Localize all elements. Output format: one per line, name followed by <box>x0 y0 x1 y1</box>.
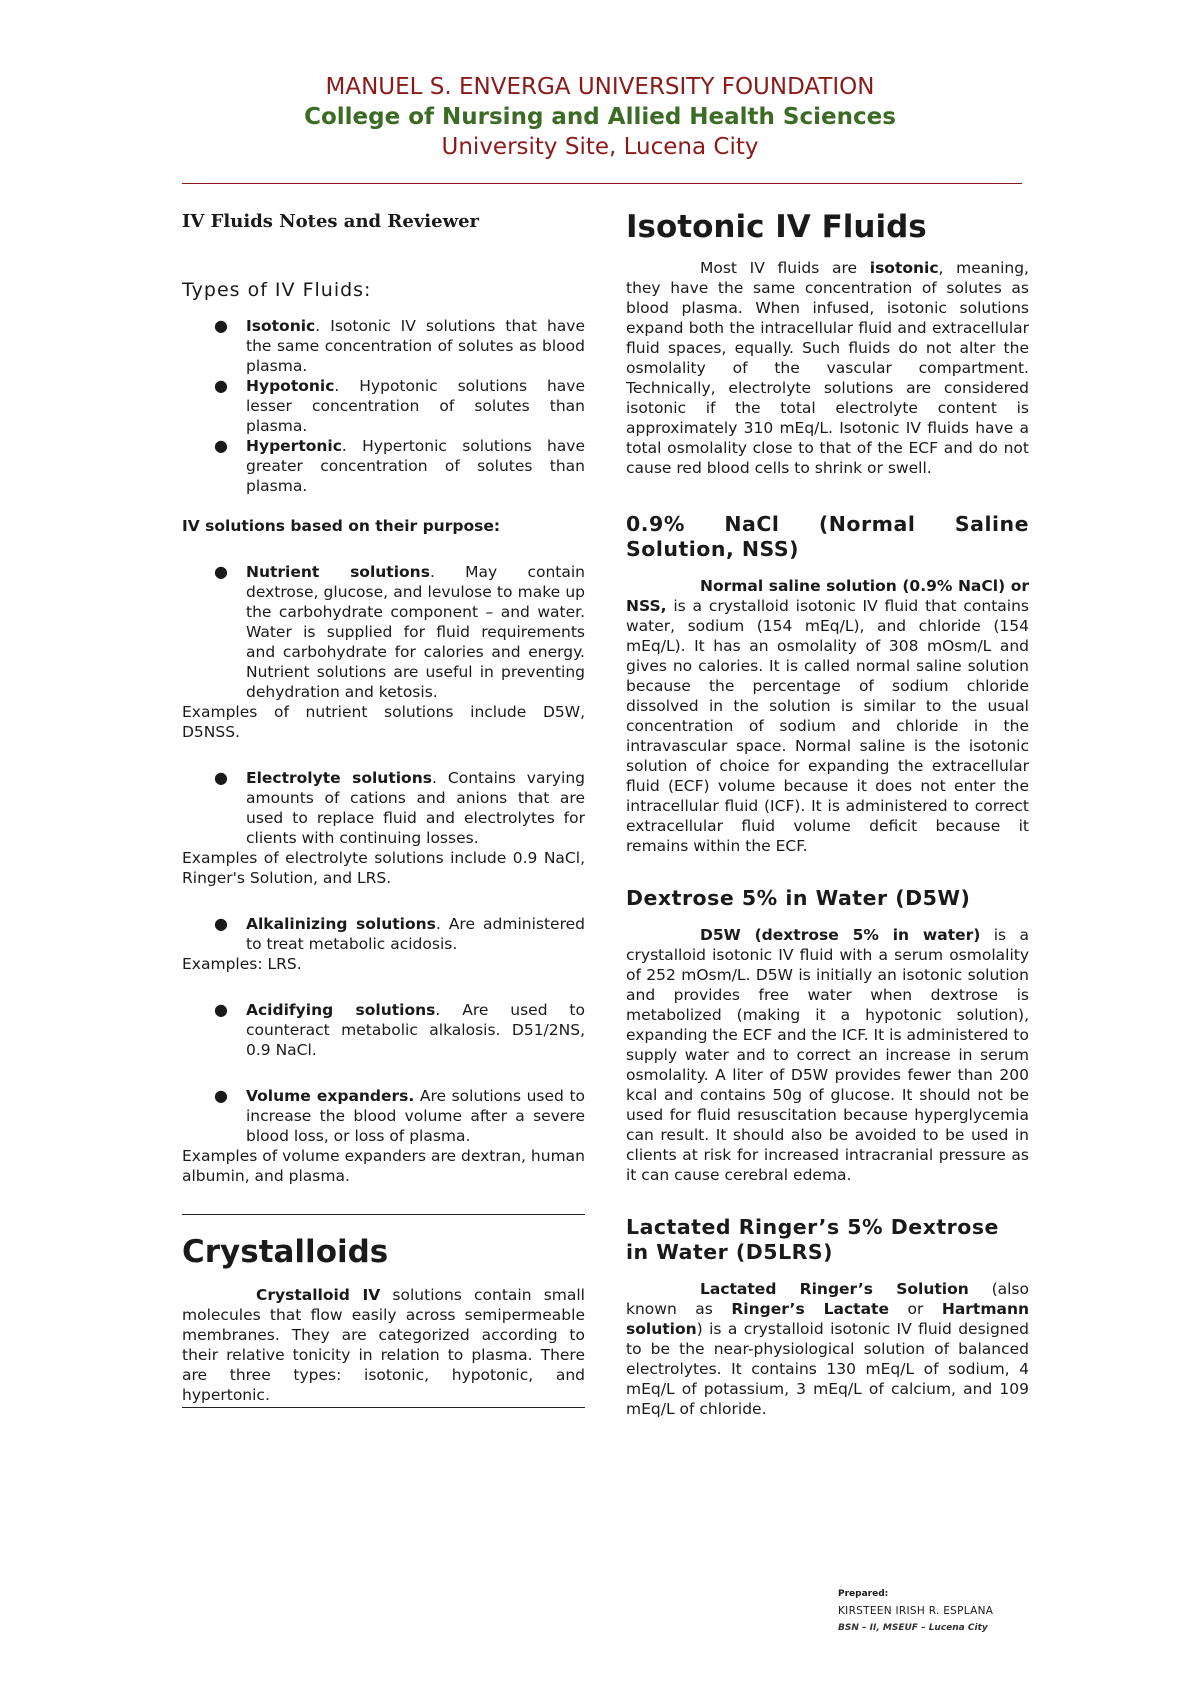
isotonic-text-1: Most IV fluids are <box>700 259 870 277</box>
document-title: IV Fluids Notes and Reviewer <box>182 211 479 232</box>
d5w-paragraph <box>626 925 1029 1185</box>
list-text: . Isotonic IV solutions that have the same concentration of solutes as blood plasma. <box>246 317 585 375</box>
right-column <box>626 208 1029 1419</box>
purpose-list-4 <box>182 1000 585 1060</box>
d5w-term: D5W (dextrose 5% in water) <box>700 926 981 944</box>
bullet-icon: ● <box>214 436 228 455</box>
purpose-list-2 <box>182 768 585 848</box>
crystalloids-term: Crystalloid IV <box>256 1286 381 1304</box>
example-text: Examples of volume expanders are dextran, human albumin, and plasma. <box>182 1147 585 1185</box>
college-name: College of Nursing and Allied Health Sciences <box>304 104 896 130</box>
list-text: . Hypotonic solutions have lesser concentration of solutes than plasma. <box>246 377 585 435</box>
nss-heading: 0.9% NaCl (Normal Saline Solution, NSS) <box>626 512 1029 561</box>
bullet-icon: ● <box>214 562 228 581</box>
types-list <box>182 316 585 496</box>
bullet-icon: ● <box>214 1000 228 1019</box>
list-item <box>182 1086 585 1146</box>
crystalloids-text: solutions contain small molecules that flow easily across semipermeable membranes. They are categorized according to their relative tonicity in relation to plasma. There are three types: isotonic, hypotonic, and hypertonic. <box>182 1286 585 1404</box>
list-term: Nutrient solutions <box>246 563 430 581</box>
list-text: . Are used to counteract metabolic alkalosis. D51/2NS, 0.9 NaCl. <box>246 1001 585 1059</box>
isotonic-heading: Isotonic IV Fluids <box>626 209 927 245</box>
d5lrs-paragraph <box>626 1279 1029 1419</box>
d5lrs-heading: Lactated Ringer’s 5% Dextrose in Water (D5LRS) <box>626 1215 999 1264</box>
list-item <box>182 914 585 954</box>
bullet-icon: ● <box>214 376 228 395</box>
list-text: . Contains varying amounts of cations and anions that are used to replace fluid and electrolytes for clients with continuing losses. <box>246 769 585 847</box>
header-divider <box>182 183 1022 184</box>
list-term: Volume expanders. <box>246 1087 415 1105</box>
types-heading: Types of IV Fluids: <box>182 279 372 301</box>
left-column <box>182 208 585 1408</box>
bullet-icon: ● <box>214 1086 228 1105</box>
purpose-heading: IV solutions based on their purpose: <box>182 517 501 535</box>
list-item <box>182 376 585 436</box>
bullet-icon: ● <box>214 768 228 787</box>
isotonic-term: isotonic <box>869 259 939 277</box>
list-term: Hypertonic <box>246 437 342 455</box>
purpose-list-3 <box>182 914 585 954</box>
list-term: Electrolyte solutions <box>246 769 432 787</box>
list-term: Acidifying solutions <box>246 1001 436 1019</box>
d5lrs-text-1: (also known as <box>626 1280 1029 1318</box>
d5lrs-term-3: Hartmann solution <box>626 1300 1030 1338</box>
crystalloids-heading: Crystalloids <box>182 1234 389 1270</box>
prepared-label: Prepared: <box>838 1589 889 1599</box>
nss-text: is a crystalloid isotonic IV fluid that contains water, sodium (154 mEq/L), and chloride (154 mEq/L). It has an osmolality of 308 mOsm/L and gives no calories. It is called normal saline solution because the percentage of sodium chloride dissolved in the solution is similar to the usual concentration of sodium and chloride in the intravascular space. Normal saline is the isotonic solution of choice for expanding the extracellular fluid (ECF) volume because it does not enter the intracellular fluid (ICF). It is administered to correct extracellular fluid volume deficit because it remains within the ECF. <box>626 597 1029 855</box>
example-text: Examples of nutrient solutions include D5W, D5NSS. <box>182 703 585 741</box>
list-text: . May contain dextrose, glucose, and levulose to make up the carbohydrate component – and water. Water is supplied for fluid requirements and carbohydrate for calories and energy. Nutrient solutions are useful in preventing dehydration and ketosis. <box>246 563 585 701</box>
section-divider <box>182 1214 585 1215</box>
purpose-list <box>182 562 585 702</box>
isotonic-text-2: , meaning, they have the same concentration of solutes as blood plasma. When infused, isotonic solutions expand both the intracellular fluid and extracellular fluid spaces, equally. Such fluids do not alter the osmolality of the vascular compartment. Technically, electrolyte solutions are considered isotonic if the total electrolyte content is approximately 310 mEq/L. Isotonic IV fluids have a total osmolality close to that of the ECF and do not cause red blood cells to shrink or swell. <box>626 259 1029 477</box>
university-name: MANUEL S. ENVERGA UNIVERSITY FOUNDATION <box>325 74 875 100</box>
purpose-list-5 <box>182 1086 585 1146</box>
d5lrs-term-1: Lactated Ringer’s Solution <box>700 1280 969 1298</box>
example-text: Examples of electrolyte solutions include 0.9 NaCl, Ringer's Solution, and LRS. <box>182 849 585 887</box>
d5w-text: is a crystalloid isotonic IV fluid with a serum osmolality of 252 mOsm/L. D5W is initially an isotonic solution and provides free water when dextrose is metabolized (making it a hypotonic solution), expanding the ECF and the ICF. It is administered to supply water and to correct an increase in serum osmolality. A liter of D5W provides fewer than 200 kcal and contains 50g of glucose. It should not be used for fluid resuscitation because hyperglycemia can result. It should also be avoided to be used in clients at risk for increased intracranial pressure as it can cause cerebral edema. <box>626 926 1029 1184</box>
list-term: Hypotonic <box>246 377 335 395</box>
d5lrs-term-2: Ringer’s Lactate <box>731 1300 889 1318</box>
letterhead <box>0 72 1200 162</box>
nss-term: Normal saline solution (0.9% NaCl) or NSS, <box>626 577 1029 615</box>
list-item <box>182 562 585 702</box>
crystalloids-paragraph <box>182 1285 585 1408</box>
isotonic-paragraph <box>626 258 1029 478</box>
list-text: . Hypertonic solutions have greater concentration of solutes than plasma. <box>246 437 585 495</box>
list-text: . Are administered to treat metabolic acidosis. <box>246 915 586 953</box>
list-term: Isotonic <box>246 317 316 335</box>
list-text: Are solutions used to increase the blood volume after a severe blood loss, or loss of plasma. <box>246 1087 586 1145</box>
d5lrs-text-3: ) is a crystalloid isotonic IV fluid designed to be the near-physiological solution of balanced electrolytes. It contains 130 mEq/L of sodium, 4 mEq/L of potassium, 3 mEq/L of calcium, and 109 mEq/L of chloride. <box>626 1320 1029 1418</box>
list-item <box>182 768 585 848</box>
author-name: KIRSTEEN IRISH R. ESPLANA <box>838 1605 994 1617</box>
example-text: Examples: LRS. <box>182 955 302 973</box>
list-item <box>182 436 585 496</box>
author-school: BSN – II, MSEUF – Lucena City <box>838 1623 988 1633</box>
list-term: Alkalinizing solutions <box>246 915 436 933</box>
d5lrs-text-2: or <box>888 1300 942 1318</box>
d5w-heading: Dextrose 5% in Water (D5W) <box>626 886 971 910</box>
nss-paragraph <box>626 576 1029 856</box>
university-site: University Site, Lucena City <box>441 134 759 160</box>
list-item <box>182 316 585 376</box>
prepared-by <box>838 1586 993 1637</box>
list-item <box>182 1000 585 1060</box>
bullet-icon: ● <box>214 914 228 933</box>
bullet-icon: ● <box>214 316 228 335</box>
